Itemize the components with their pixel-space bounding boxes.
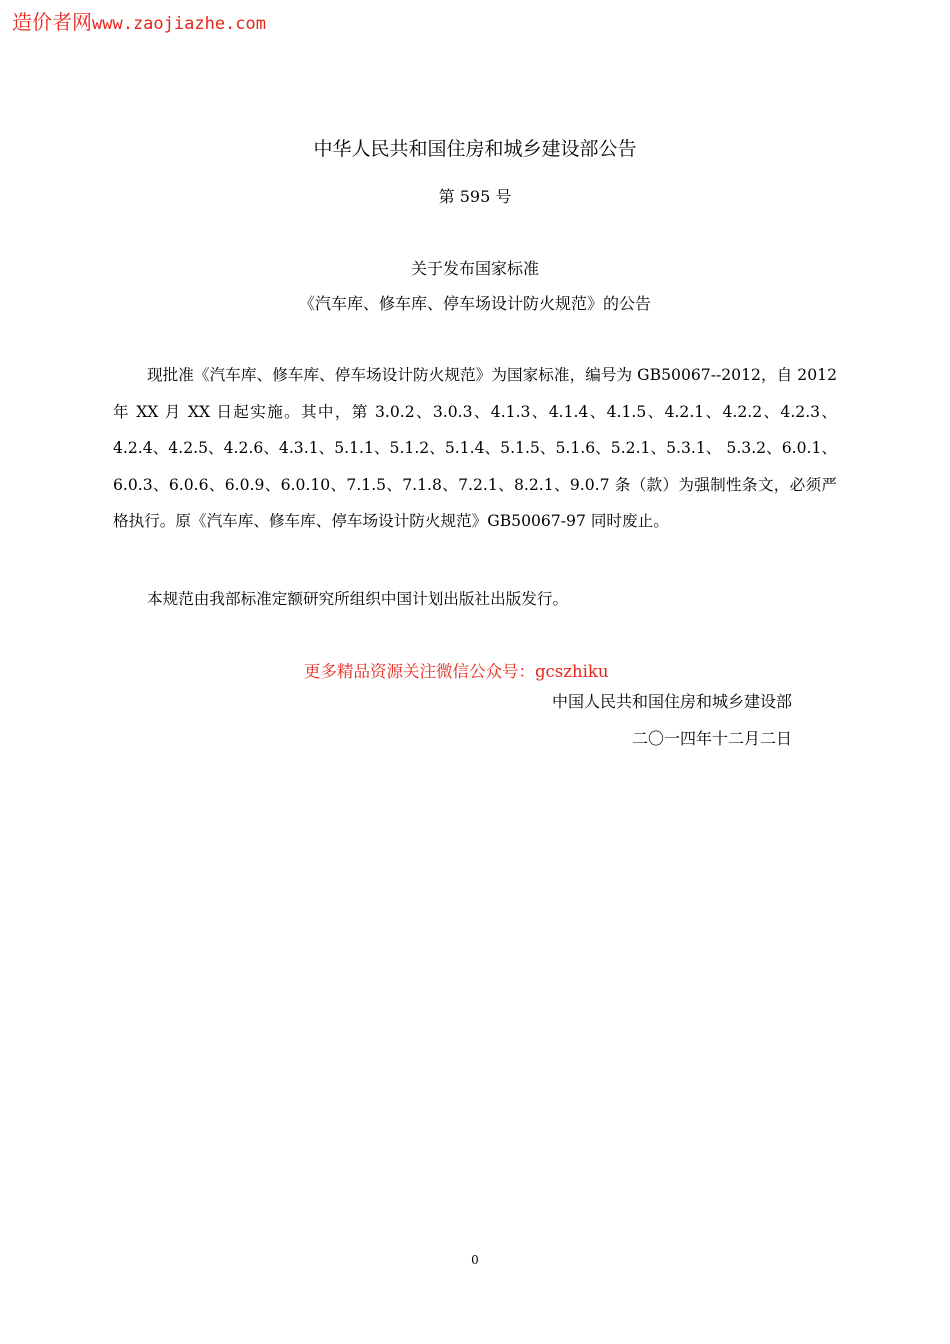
site-watermark: [12, 9, 266, 37]
issuer-signature: 中国人民共和国住房和城乡建设部: [551, 692, 792, 711]
announcement-title: 中华人民共和国住房和城乡建设部公告: [313, 138, 637, 160]
watermark-url[interactable]: www.zaojiazhe.com: [92, 14, 266, 34]
announcement-subject-line2: 《汽车库、修车库、停车场设计防火规范》的公告: [298, 294, 651, 313]
announcement-paragraph-2: 本规范由我部标准定额研究所组织中国计划出版社出版发行。: [147, 590, 569, 608]
announcement-subject-line1: 关于发布国家标准: [410, 259, 539, 278]
issue-date: 二〇一四年十二月二日: [631, 729, 792, 748]
watermark-site-name: 造价者网: [12, 10, 92, 34]
announcement-number: 第 595 号: [438, 187, 512, 206]
announcement-paragraph-1: 现批准《汽车库、修车库、停车场设计防火规范》为国家标准，编号为 GB50067--2012，自 2012 年 XX 月 XX 日起实施。其中，第 3.0.2、3.0.3、4.1.3、4.1.4、4.1.5、4.2.1、4.2.2、4.2.3、4.2.4、4.2.5、4.2.6、4.3.1、5.1.1、5.1.2、5.1.4、5.1.5、5.1.6、5.2.1、5.3.1、 5.3.2、6.0.1、6.0.3、6.0.6、6.0.9、6.0.10、7.1.5、7.1.8、7.2.1、8.2.1、9.0.7 条（款）为强制性条文，必须严格执行。原《汽车库、修车库、停车场设计防火规范》GB50067-97 同时废止。: [113, 366, 837, 530]
page-number: 0: [471, 1253, 479, 1267]
promo-notice: 更多精品资源关注微信公众号：gcszhiku: [304, 662, 609, 681]
